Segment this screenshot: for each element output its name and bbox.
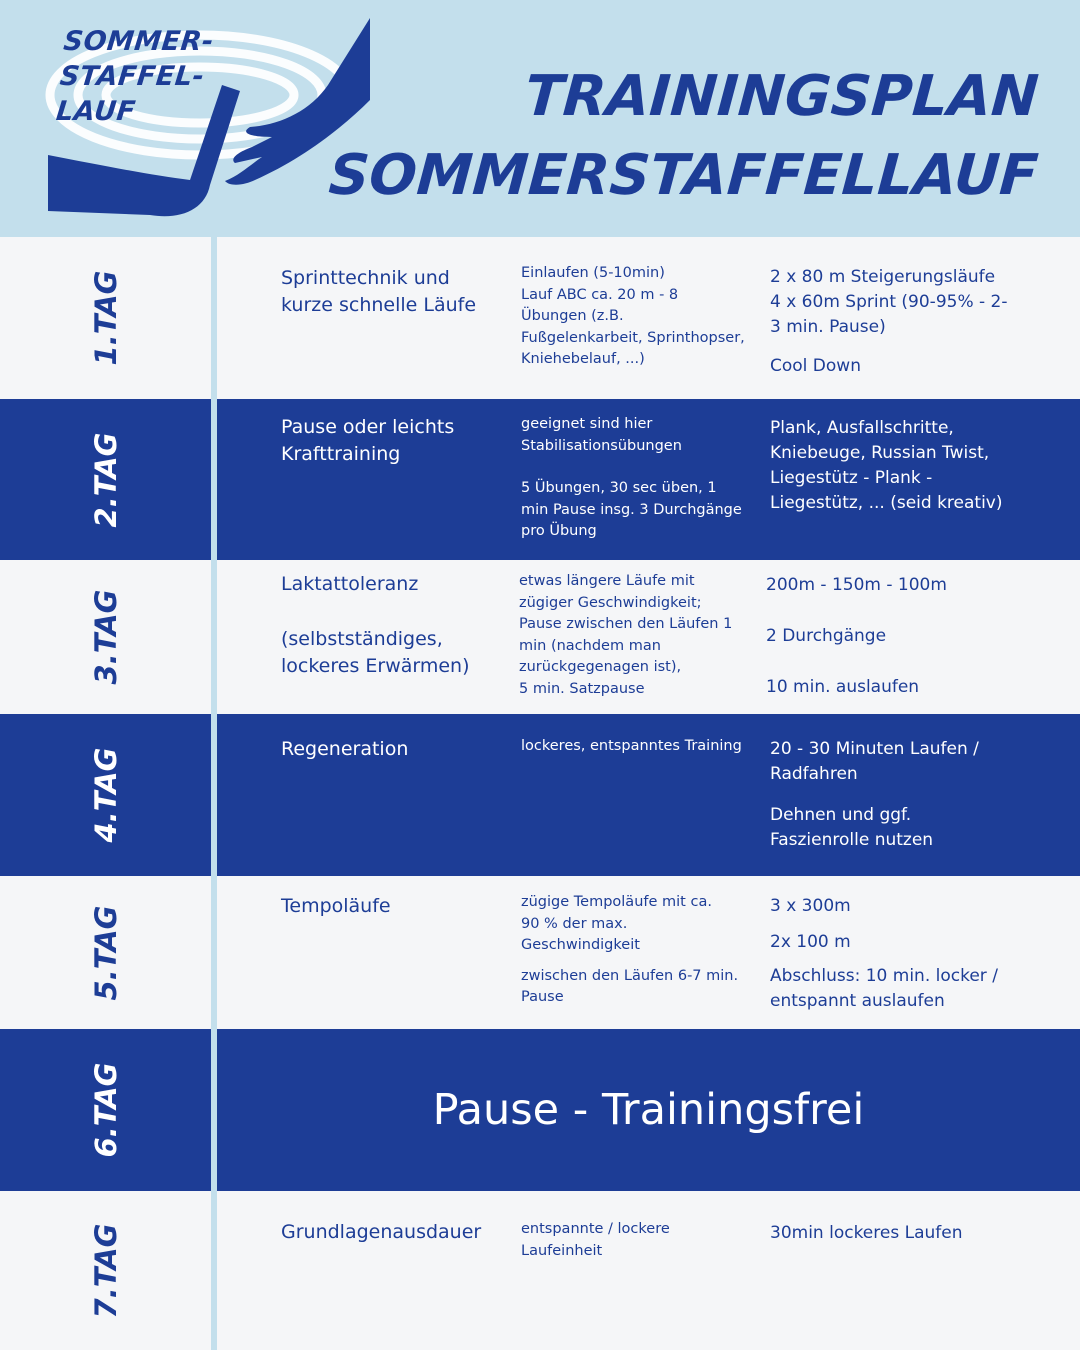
day-label-cell: [0, 560, 211, 714]
notes-text: entspannte / lockere Laufeinheit: [521, 1221, 670, 1259]
day-focus: [281, 265, 506, 319]
day-row-3: [0, 560, 1080, 714]
day-label: 1.TAG: [88, 270, 123, 366]
header: [0, 0, 1080, 237]
focus-text: Pause oder leichts Krafttraining: [281, 416, 455, 465]
day-row-4: [0, 714, 1080, 876]
plan-text: 3 x 300m: [770, 896, 851, 916]
notes-text: geeignet sind hier Stabilisationsübungen: [521, 416, 682, 454]
notes-text: 5 min. Satzpause: [519, 680, 645, 697]
notes-text: Einlaufen (5-10min): [521, 265, 665, 281]
notes-text: etwas längere Läufe mit zügiger Geschwindigkeit; Pause zwischen den Läufen 1 min (nachdem man zurückgegenagen ist),: [519, 573, 733, 675]
day-label-cell: [0, 1029, 211, 1191]
day-row-1: [0, 237, 1080, 399]
plan-text: 2 Durchgänge: [766, 626, 887, 646]
rest-day-banner: Pause - Trainingsfrei: [432, 1085, 865, 1135]
day-row-6: [0, 1029, 1080, 1191]
notes-text: lockeres, entspanntes Training: [521, 738, 742, 754]
day-focus: [281, 893, 506, 920]
page-title-line-1: TRAININGSPLAN: [522, 64, 1041, 129]
day-label-cell: [0, 876, 211, 1029]
day-row-2: [0, 399, 1080, 560]
notes-text: Lauf ABC ca. 20 m - 8 Übungen (z.B. Fußgelenkarbeit, Sprinthopser, Kniehebelauf, ...): [521, 286, 745, 367]
day-plan: [766, 573, 1006, 700]
day-plan: [770, 894, 1010, 1014]
logo-line: LAUF: [54, 96, 138, 127]
plan-text: 30min lockeres Laufen: [770, 1223, 963, 1243]
plan-text: Plank, Ausfallschritte, Kniebeuge, Russian Twist, Liegestütz - Plank - Liegestütz, ... (seid kreativ): [770, 418, 1003, 513]
day-focus: [281, 1219, 506, 1246]
day-focus: [281, 736, 506, 763]
focus-text: (selbstständiges, lockeres Erwärmen): [281, 628, 470, 677]
focus-text: Tempoläufe: [281, 895, 391, 917]
plan-text: 200m - 150m - 100m: [766, 575, 947, 595]
day-plan: [770, 737, 1010, 853]
plan-text: Dehnen und ggf. Faszienrolle nutzen: [770, 805, 934, 850]
day-label-cell: [0, 1191, 211, 1350]
focus-text: Sprinttechnik und kurze schnelle Läufe: [281, 267, 477, 316]
day-notes: [521, 414, 746, 543]
notes-text: 5 Übungen, 30 sec üben, 1 min Pause insg. 3 Durchgänge pro Übung: [521, 480, 742, 539]
plan-text: 2 x 80 m Steigerungsläufe: [770, 267, 996, 287]
day-row-7: [0, 1191, 1080, 1350]
day-notes: [521, 1219, 746, 1262]
notes-text: zügige Tempoläufe mit ca. 90 % der max. Geschwindigkeit: [521, 894, 712, 953]
day-label-cell: [0, 399, 211, 560]
focus-text: Laktattoleranz: [281, 573, 419, 595]
day-label: 5.TAG: [88, 905, 123, 1000]
notes-text: zwischen den Läufen 6-7 min. Pause: [521, 967, 739, 1005]
day-notes: [521, 892, 746, 1009]
logo-line: SOMMER-: [62, 26, 216, 57]
day-focus: [281, 571, 506, 680]
day-notes: [521, 736, 746, 758]
plan-text: Abschluss: 10 min. locker / entspannt auslaufen: [770, 966, 998, 1011]
timeline-divider: [211, 237, 217, 1350]
day-label: 2.TAG: [88, 432, 123, 527]
logo-line: STAFFEL-: [58, 61, 207, 92]
logo-text: [54, 24, 215, 129]
day-notes: [521, 263, 746, 371]
day-label-cell: [0, 237, 211, 399]
plan-text: 10 min. auslaufen: [766, 677, 920, 697]
page-title-line-2: SOMMERSTAFFELLAUF: [326, 143, 1041, 208]
day-label: 6.TAG: [88, 1062, 123, 1158]
plan-text: 4 x 60m Sprint (90-95% - 2-3 min. Pause): [770, 292, 1008, 337]
day-row-5: [0, 876, 1080, 1029]
day-label-cell: [0, 714, 211, 876]
focus-text: Grundlagenausdauer: [281, 1221, 482, 1243]
day-label: 7.TAG: [88, 1223, 123, 1318]
focus-text: Regeneration: [281, 738, 409, 760]
day-label: 4.TAG: [88, 747, 123, 843]
plan-text: 20 - 30 Minuten Laufen / Radfahren: [770, 739, 979, 784]
day-label: 3.TAG: [88, 589, 123, 685]
day-plan: [770, 265, 1010, 379]
plan-text: Cool Down: [770, 356, 861, 376]
plan-text: 2x 100 m: [770, 932, 851, 952]
day-plan: [770, 416, 1010, 516]
day-focus: [281, 414, 506, 468]
day-notes: [519, 571, 744, 700]
day-plan: [770, 1221, 1010, 1246]
